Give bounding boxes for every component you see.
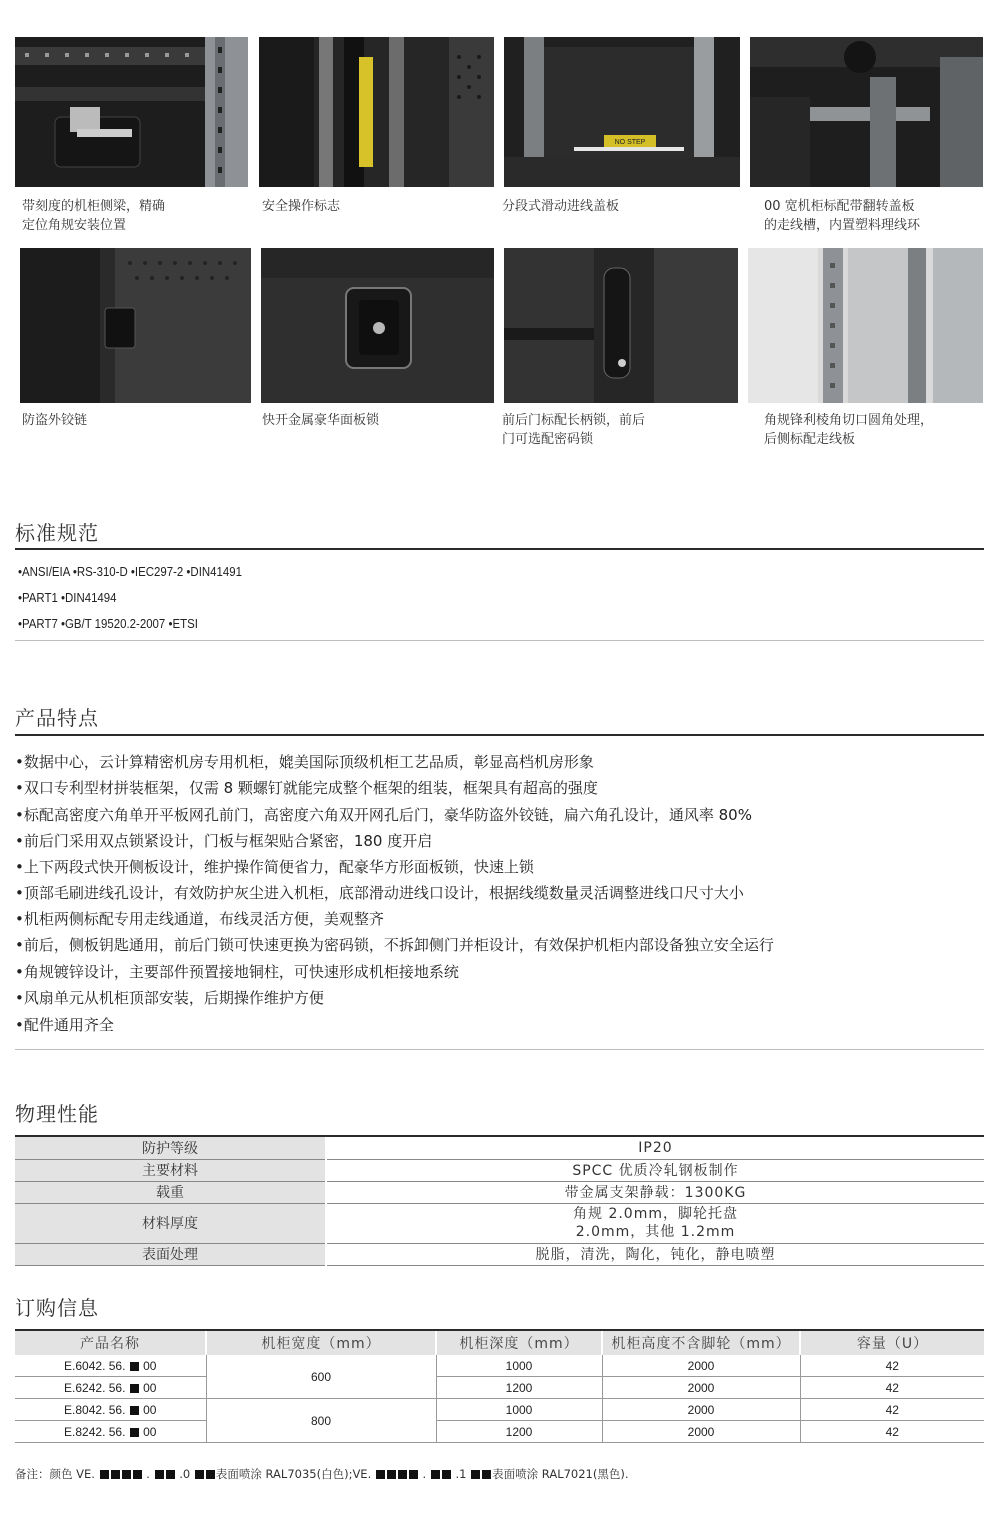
feature-item: •机柜两侧标配专用走线通道，布线灵活方便，美观整齐 [15,910,384,928]
cabinet-height: 2000 [602,1421,800,1443]
spec-value: 脱脂，清洗，陶化，钝化，静电喷塑 [326,1243,984,1265]
photo-cabinet-side-beam [15,37,248,187]
photo-caption: 00 宽机柜标配带翻转盖板 的走线槽，内置塑料理线环 [764,199,921,233]
photo-caption: 分段式滑动进线盖板 [502,199,620,214]
ordering-note: 备注：颜色 VE. . .0 表面喷涂 RAL7035(白色);VE. . .1 表面喷涂 RAL7021(黑色). [15,1467,629,1481]
table-row [15,1399,984,1421]
feature-item: •双口专利型材拼装框架，仅需 8 颗螺钉就能完成整个框架的组装，框架具有超高的强度 [15,779,598,797]
feature-item: •标配高密度六角单开平板网孔前门，高密度六角双开网孔后门，豪华防盗外铰链，扁六角孔设计，通风率 80% [15,806,752,824]
photo-caption: 带刻度的机柜侧梁，精确 定位角规安装位置 [22,199,166,233]
feature-item: •前后，侧板钥匙通用，前后门锁可快速更换为密码锁，不拆卸侧门并柜设计，有效保护机柜内部设备独立安全运行 [15,936,774,954]
section-divider [15,548,984,550]
photo-caption: 安全操作标志 [262,199,341,214]
table-row [15,1355,984,1377]
photo-cable-trough [750,37,983,187]
physical-spec-table [15,1137,984,1266]
table-row [15,1137,984,1159]
ordering-table [15,1331,984,1443]
spec-value: SPCC 优质冷轧钢板制作 [326,1159,984,1181]
cabinet-depth: 1200 [436,1377,602,1399]
ordering-title: 订购信息 [15,1296,99,1320]
capacity: 42 [800,1399,984,1421]
photo-caption: 快开金属豪华面板锁 [262,413,380,428]
standards-line: •ANSI/EIA •RS-310-D •IEC297-2 •DIN41491 [18,564,242,579]
capacity: 42 [800,1377,984,1399]
photo-caption: 前后门标配长柄锁，前后 门可选配密码锁 [502,413,646,447]
section-divider [15,1049,984,1050]
table-row [15,1377,984,1399]
table-row [15,1159,984,1181]
features-title: 产品特点 [15,706,99,730]
cabinet-depth: 1000 [436,1355,602,1377]
col-header: 产品名称 [15,1331,206,1355]
table-row [15,1203,984,1243]
photo-caption: 角规锋利棱角切口圆角处理， 后侧标配走线板 [764,413,934,447]
col-header: 机柜高度不含脚轮（mm） [602,1331,800,1355]
spec-key: 材料厚度 [15,1203,326,1243]
spec-value: 角规 2.0mm，脚轮托盘 2.0mm，其他 1.2mm [326,1203,984,1243]
cabinet-depth: 1000 [436,1399,602,1421]
cabinet-width: 800 [206,1399,436,1443]
spec-value: 带金属支架静载：1300KG [326,1181,984,1203]
product-code: E.8242. 56. 00 [15,1421,206,1443]
cabinet-height: 2000 [602,1377,800,1399]
feature-item: •数据中心，云计算精密机房专用机柜，媲美国际顶级机柜工艺品质，彰显高档机房形象 [15,753,594,771]
feature-item: •前后门采用双点锁紧设计，门板与框架贴合紧密，180 度开启 [15,832,433,850]
cabinet-width: 600 [206,1355,436,1399]
feature-item: •上下两段式快开侧板设计，维护操作简便省力，配豪华方形面板锁，快速上锁 [15,858,534,876]
cabinet-height: 2000 [602,1399,800,1421]
cabinet-height: 2000 [602,1355,800,1377]
feature-item: •角规镀锌设计，主要部件预置接地铜柱，可快速形成机柜接地系统 [15,963,459,981]
photo-rounded-angle-rail [748,248,983,403]
feature-item: •配件通用齐全 [15,1016,114,1034]
feature-item: •顶部毛刷进线孔设计，有效防护灰尘进入机柜，底部滑动进线口设计，根据线缆数量灵活调整进线口尺寸大小 [15,884,744,902]
cabinet-depth: 1200 [436,1421,602,1443]
spec-key: 表面处理 [15,1243,326,1265]
photo-caption: 防盗外铰链 [22,413,88,428]
col-header: 机柜深度（mm） [436,1331,602,1355]
table-row [15,1421,984,1443]
table-header-row [15,1331,984,1355]
photo-quick-panel-lock [261,248,494,403]
spec-key: 载重 [15,1181,326,1203]
col-header: 容量（U） [800,1331,984,1355]
standards-line: •PART7 •GB/T 19520.2-2007 •ETSI [18,616,198,631]
photo-long-handle-lock [504,248,738,403]
photo-safety-label [259,37,494,187]
photo-sliding-cable-cover [504,37,740,187]
photo-anti-theft-hinge [20,248,251,403]
capacity: 42 [800,1355,984,1377]
section-divider [15,734,984,736]
product-code: E.6042. 56. 00 [15,1355,206,1377]
standards-title: 标准规范 [15,521,99,545]
table-row [15,1181,984,1203]
table-row [15,1243,984,1265]
product-code: E.8042. 56. 00 [15,1399,206,1421]
col-header: 机柜宽度（mm） [206,1331,436,1355]
physical-title: 物理性能 [15,1102,99,1126]
capacity: 42 [800,1421,984,1443]
spec-value: IP20 [326,1137,984,1159]
standards-line: •PART1 •DIN41494 [18,590,117,605]
product-code: E.6242. 56. 00 [15,1377,206,1399]
spec-key: 防护等级 [15,1137,326,1159]
section-divider [15,640,984,641]
sticker-text: NO STEP [614,139,646,146]
spec-key: 主要材料 [15,1159,326,1181]
feature-item: •风扇单元从机柜顶部安装，后期操作维护方便 [15,989,324,1007]
